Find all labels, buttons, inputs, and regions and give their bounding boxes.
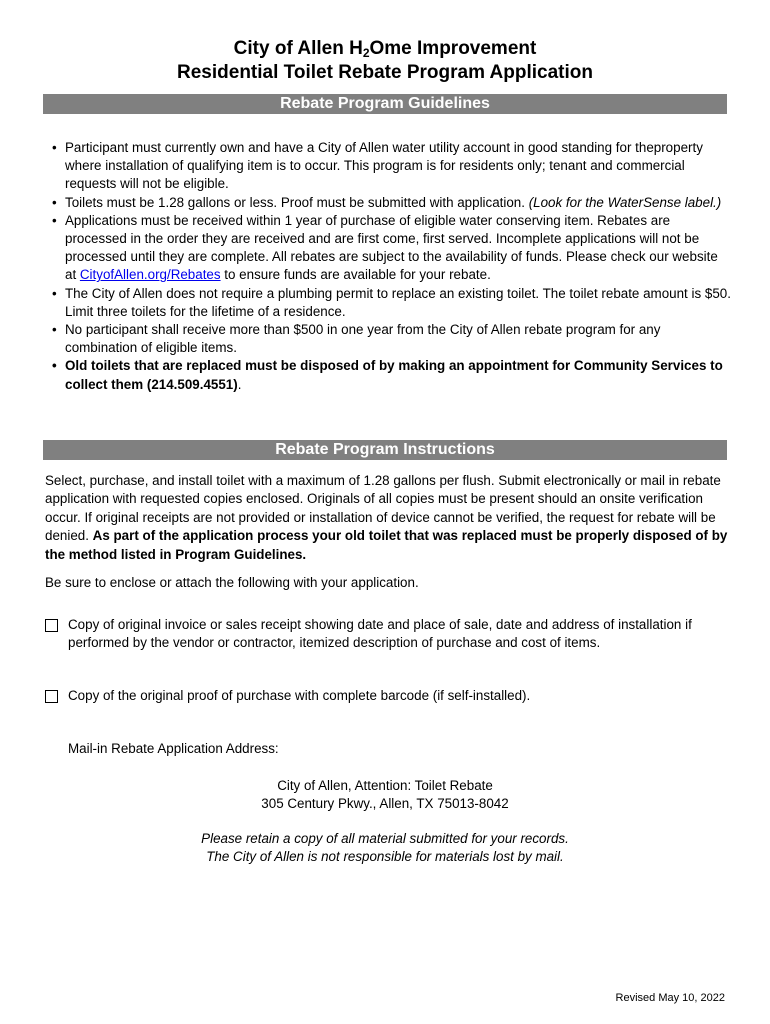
revision-date: Revised May 10, 2022 bbox=[615, 992, 725, 1004]
guideline-item: • No participant shall receive more than $500 in one year from the City of Allen rebate program for any combination of eligible items. bbox=[52, 322, 661, 356]
checklist-item-barcode: Copy of the original proof of purchase with complete barcode (if self-installed). bbox=[45, 687, 725, 705]
title-subscript: 2 bbox=[362, 46, 370, 60]
address-line-1: City of Allen, Attention: Toilet Rebate bbox=[277, 778, 493, 793]
checklist-item-invoice: Copy of original invoice or sales receipt showing date and place of sale, date and address of installation if performed by the vendor or contractor, itemized description of purchase and cost of items. bbox=[45, 616, 725, 653]
guideline-item: • Old toilets that are replaced must be disposed of by making an appointment for Community Services to collect them (214.509.4551). bbox=[52, 358, 723, 392]
guideline-item: • Applications must be received within 1 year of purchase of eligible water conserving item. Rebates are processed in the order they are received and are first come, first served. Incomplete applications will not be processed until they are complete. All rebates are subject to the availability of funds. Please check our website at CityofAllen.org/Rebates to ensure funds are available for your rebate. bbox=[52, 212, 718, 283]
guidelines-list bbox=[52, 139, 732, 394]
mail-address-heading: Mail-in Rebate Application Address: bbox=[68, 741, 279, 756]
address-line-2: 305 Century Pkwy., Allen, TX 75013-8042 bbox=[261, 796, 509, 811]
bullet-icon: • bbox=[52, 212, 57, 228]
bullet-icon: • bbox=[52, 358, 57, 374]
bullet-icon: • bbox=[52, 194, 57, 210]
enclose-paragraph: Be sure to enclose or attach the following with your application. bbox=[45, 575, 419, 590]
guidelines-heading: Rebate Program Guidelines bbox=[43, 94, 727, 114]
guideline-item: • Toilets must be 1.28 gallons or less. Proof must be submitted with application. (Look for the WaterSense label.) bbox=[52, 194, 732, 212]
bullet-icon: • bbox=[52, 140, 57, 155]
page-subtitle: Residential Toilet Rebate Program Application bbox=[177, 62, 593, 83]
bullet-icon: • bbox=[52, 322, 57, 338]
bullet-icon: • bbox=[52, 285, 57, 301]
rebates-website-link[interactable]: CityofAllen.org/Rebates bbox=[79, 267, 221, 283]
retain-copy-note: Please retain a copy of all material submitted for your records. bbox=[201, 831, 569, 846]
checkbox-icon[interactable] bbox=[45, 690, 58, 703]
guideline-item: • Participant must currently own and have a City of Allen water utility account in good standing for theproperty where installation of qualifying item is to occur. This program is for residents only; tenant and commercial requests will not be eligible. bbox=[52, 140, 703, 192]
instructions-paragraph: Select, purchase, and install toilet with a maximum of 1.28 gallons per flush. Submit electronically or mail in rebate application with requested copies enclosed. Originals of all copies must be present should an onsite verification occur. If original receipts are not provided or installation of device cannot be verified, the request for rebate will be denied. As part of the application process your old toilet that was replaced must be properly disposed of by the method listed in Program Guidelines. bbox=[45, 473, 728, 562]
checkbox-icon[interactable] bbox=[45, 619, 58, 632]
lost-mail-note: The City of Allen is not responsible for materials lost by mail. bbox=[206, 849, 564, 864]
page-title: City of Allen $H_2Ome$ Improvement bbox=[233, 38, 537, 60]
instructions-heading: Rebate Program Instructions bbox=[43, 440, 727, 460]
guideline-item: • The City of Allen does not require a plumbing permit to replace an existing toilet. The toilet rebate amount is $50. Limit three toilets for the lifetime of a residence. bbox=[52, 285, 731, 319]
